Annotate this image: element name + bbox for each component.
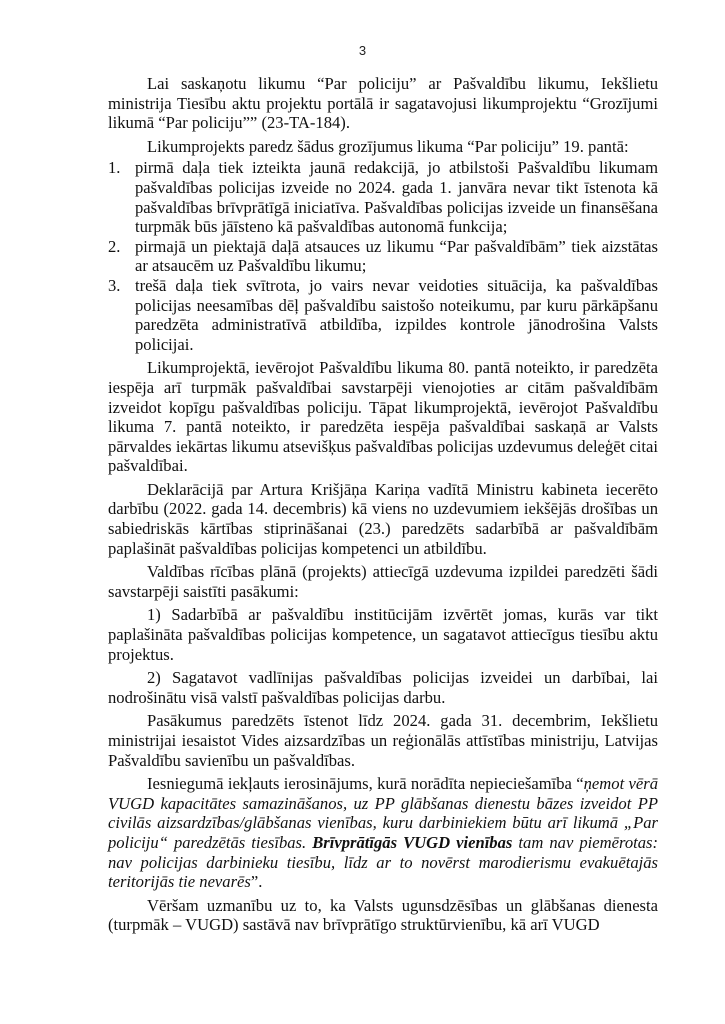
proposal-quote-italic: ņemot vērā VUGD kapacitātes samazināšanos, uz PP glābšanas dienestu bāzes izveidot PP civilās aizsardzības/glābšanas vienības, kuru darbiniekiem būtu arī likumā „Par policiju“ paredzētās tiesības. (108, 774, 659, 852)
proposal-tail: ”. (250, 872, 263, 892)
list-item-text: pirmajā un piektajā daļā atsauces uz likumu “Par pašvaldībām” tiek aizstātas ar atsaucēm uz Pašvaldību likumu; (135, 236, 658, 276)
paragraph-vugd-attention: Vēršam uzmanību uz to, ka Valsts ugunsdzēsības un glābšanas dienesta (turpmāk – VUGD) sastāvā nav brīvprātīgo struktūrvienību, kā arī VUGD (108, 895, 658, 935)
paragraph-deadline: Pasākumus paredzēts īstenot līdz 2024. gada 31. decembrim, Iekšlietu ministrijai iesaistot Vides aizsardzības un reģionālās attīstības ministriju, Latvijas Pašvaldību savienību un pašvaldības. (108, 711, 658, 770)
paragraph-amendments-intro: Likumprojekts paredz šādus grozījumus likuma “Par policiju” 19. pantā: (147, 136, 629, 156)
paragraph-measure-2: 2) Sagatavot vadlīnijas pašvaldības policijas izveidei un darbībai, lai nodrošinātu visā valstī pašvaldības policijas darbu. (108, 668, 658, 707)
list-item-number: 3. (108, 275, 121, 295)
amendments-list (108, 158, 658, 354)
list-item (108, 237, 658, 276)
proposal-quote-italic-end: tam nav piemērotas: nav policijas darbinieku tiesību, līdz ar to novērst marodierismu evakuētajās teritorijās tie nevarēs (108, 832, 659, 892)
paragraph-harmonization: Lai saskaņotu likumu “Par policiju” ar Pašvaldību likumu, Iekšlietu ministrija Tiesību aktu projektu portālā ir sagatavojusi likumprojektu “Grozījumi likumā “Par policiju”” (23-TA-184). (108, 74, 658, 133)
list-item-number: 1. (108, 158, 121, 178)
list-item-text: trešā daļa tiek svītrota, jo vairs nevar veidoties situācija, ka pašvaldības policijas neesamības dēļ pašvaldību saistošo noteikumu, par kuru pārkāpšanu paredzēta administratīvā atbildība, izpildes kontrole jānodrošina Valsts policijai. (135, 275, 658, 354)
list-item (108, 158, 658, 236)
proposal-lead: Iesniegumā iekļauts ierosinājums, kurā norādīta nepieciešamība “ (147, 774, 584, 794)
paragraph-proposal (108, 774, 658, 892)
paragraph-joint-police: Likumprojektā, ievērojot Pašvaldību likuma 80. pantā noteikto, ir paredzēta iespēja arī turpmāk pašvaldībai savstarpēji vienojoties ar citām pašvaldībām izveidot kopīgu pašvaldības policiju. Tāpat likumprojektā, ievērojot Pašvaldību likuma 7. pantā noteikto, ir paredzēta iespēja pašvaldībai saskaņā ar Valsts pārvaldes iekārtas likumu atsevišķus pašvaldības policijas uzdevumus deleģēt citai pašvaldībai. (108, 358, 658, 476)
list-item (108, 276, 658, 354)
paragraph-declaration: Deklarācijā par Artura Krišjāņa Kariņa vadītā Ministru kabineta iecerēto darbību (2022. gada 14. decembris) kā viens no uzdevumiem iekšējās drošības un sabiedriskās kārtības stiprināšanai (23.) paredzēts sadarbībā ar pašvaldībām paplašināt pašvaldības policijas kompetenci un atbildību. (108, 479, 658, 558)
paragraph-measure-1: 1) Sadarbībā ar pašvaldību institūcijām izvērtēt jomas, kurās var tikt paplašināta pašvaldības policijas kompetence, un sagatavot attiecīgus tiesību aktu projektus. (108, 605, 658, 664)
paragraph-action-plan: Valdības rīcības plānā (projekts) attiecīgā uzdevuma izpildei paredzēti šādi savstarpēji saistīti pasākumi: (108, 562, 658, 601)
list-item-text: pirmā daļa tiek izteikta jaunā redakcijā, jo atbilstoši Pašvaldību likumam pašvaldības policijas izveide no 2024. gada 1. janvāra nevar tikt īstenota kā pašvaldības brīvprātīgā iniciatīva. Pašvaldības policijas izveide un finansēšana turpmāk būs jāīsteno kā pašvaldības autonomā funkcija; (135, 158, 658, 237)
page-number: 3 (358, 43, 367, 58)
proposal-quote-bold: Brīvprātīgās VUGD vienības (312, 832, 513, 852)
document-body (108, 74, 658, 935)
list-item-number: 2. (108, 236, 121, 256)
